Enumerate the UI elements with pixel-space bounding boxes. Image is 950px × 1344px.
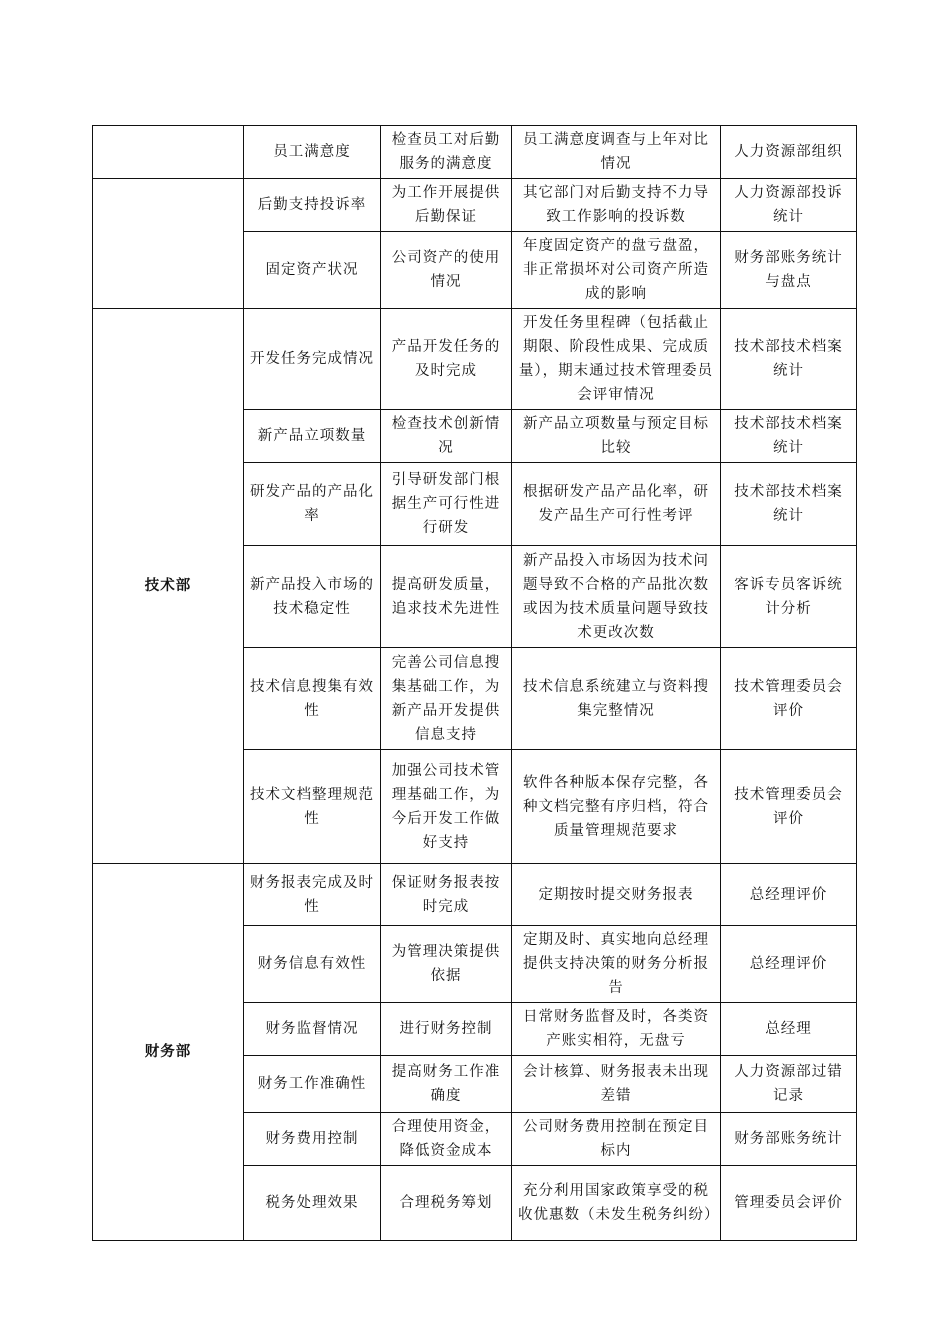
item-cell: 员工满意度 xyxy=(244,126,381,179)
source-cell: 财务部账务统计 xyxy=(721,1113,857,1166)
table-row xyxy=(93,309,857,410)
purpose-cell: 加强公司技术管理基础工作，为今后开发工作做好支持 xyxy=(381,750,512,864)
source-cell: 财务部账务统计与盘点 xyxy=(721,232,857,309)
kpi-table xyxy=(92,125,857,1241)
source-cell: 技术部技术档案统计 xyxy=(721,309,857,410)
purpose-cell: 保证财务报表按时完成 xyxy=(381,864,512,926)
purpose-cell: 提高财务工作准确度 xyxy=(381,1056,512,1113)
item-cell: 技术信息搜集有效性 xyxy=(244,648,381,750)
source-cell: 人力资源部过错记录 xyxy=(721,1056,857,1113)
source-cell: 总经理 xyxy=(721,1003,857,1056)
purpose-cell: 为管理决策提供依据 xyxy=(381,926,512,1003)
purpose-cell: 公司资产的使用情况 xyxy=(381,232,512,309)
item-cell: 后勤支持投诉率 xyxy=(244,179,381,232)
source-cell: 人力资源部组织 xyxy=(721,126,857,179)
criteria-cell: 定期按时提交财务报表 xyxy=(512,864,721,926)
criteria-cell: 员工满意度调查与上年对比情况 xyxy=(512,126,721,179)
purpose-cell: 检查技术创新情况 xyxy=(381,410,512,463)
criteria-cell: 日常财务监督及时，各类资产账实相符，无盘亏 xyxy=(512,1003,721,1056)
criteria-cell: 其它部门对后勤支持不力导致工作影响的投诉数 xyxy=(512,179,721,232)
criteria-cell: 软件各种版本保存完整，各种文档完整有序归档，符合质量管理规范要求 xyxy=(512,750,721,864)
source-cell: 技术部技术档案统计 xyxy=(721,410,857,463)
source-cell: 技术部技术档案统计 xyxy=(721,463,857,546)
source-cell: 总经理评价 xyxy=(721,926,857,1003)
purpose-cell: 完善公司信息搜集基础工作，为新产品开发提供信息支持 xyxy=(381,648,512,750)
item-cell: 财务费用控制 xyxy=(244,1113,381,1166)
purpose-cell: 提高研发质量，追求技术先进性 xyxy=(381,546,512,648)
purpose-cell: 引导研发部门根据生产可行性进行研发 xyxy=(381,463,512,546)
criteria-cell: 技术信息系统建立与资料搜集完整情况 xyxy=(512,648,721,750)
dept-cell-finance: 财务部 xyxy=(93,864,244,1241)
criteria-cell: 新产品投入市场因为技术问题导致不合格的产品批次数或因为技术质量问题导致技术更改次数 xyxy=(512,546,721,648)
item-cell: 开发任务完成情况 xyxy=(244,309,381,410)
table-row xyxy=(93,864,857,926)
dept-cell xyxy=(93,179,244,309)
criteria-cell: 新产品立项数量与预定目标比较 xyxy=(512,410,721,463)
purpose-cell: 为工作开展提供后勤保证 xyxy=(381,179,512,232)
purpose-cell: 检查员工对后勤服务的满意度 xyxy=(381,126,512,179)
item-cell: 税务处理效果 xyxy=(244,1166,381,1241)
item-cell: 新产品投入市场的技术稳定性 xyxy=(244,546,381,648)
table-row xyxy=(93,179,857,232)
purpose-cell: 产品开发任务的及时完成 xyxy=(381,309,512,410)
criteria-cell: 公司财务费用控制在预定目标内 xyxy=(512,1113,721,1166)
item-cell: 新产品立项数量 xyxy=(244,410,381,463)
dept-cell xyxy=(93,126,244,179)
source-cell: 管理委员会评价 xyxy=(721,1166,857,1241)
item-cell: 固定资产状况 xyxy=(244,232,381,309)
dept-cell-tech: 技术部 xyxy=(93,309,244,864)
criteria-cell: 定期及时、真实地向总经理提供支持决策的财务分析报告 xyxy=(512,926,721,1003)
item-cell: 研发产品的产品化率 xyxy=(244,463,381,546)
item-cell: 财务报表完成及时性 xyxy=(244,864,381,926)
source-cell: 总经理评价 xyxy=(721,864,857,926)
criteria-cell: 开发任务里程碑（包括截止期限、阶段性成果、完成质量），期末通过技术管理委员会评审情况 xyxy=(512,309,721,410)
source-cell: 技术管理委员会评价 xyxy=(721,750,857,864)
item-cell: 财务监督情况 xyxy=(244,1003,381,1056)
criteria-cell: 充分利用国家政策享受的税收优惠数（未发生税务纠纷） xyxy=(512,1166,721,1241)
source-cell: 技术管理委员会评价 xyxy=(721,648,857,750)
item-cell: 财务信息有效性 xyxy=(244,926,381,1003)
source-cell: 客诉专员客诉统计分析 xyxy=(721,546,857,648)
criteria-cell: 年度固定资产的盘亏盘盈，非正常损坏对公司资产所造成的影响 xyxy=(512,232,721,309)
item-cell: 财务工作准确性 xyxy=(244,1056,381,1113)
source-cell: 人力资源部投诉统计 xyxy=(721,179,857,232)
purpose-cell: 进行财务控制 xyxy=(381,1003,512,1056)
item-cell: 技术文档整理规范性 xyxy=(244,750,381,864)
purpose-cell: 合理使用资金，降低资金成本 xyxy=(381,1113,512,1166)
purpose-cell: 合理税务筹划 xyxy=(381,1166,512,1241)
criteria-cell: 根据研发产品产品化率，研发产品生产可行性考评 xyxy=(512,463,721,546)
criteria-cell: 会计核算、财务报表未出现差错 xyxy=(512,1056,721,1113)
table-row xyxy=(93,126,857,179)
